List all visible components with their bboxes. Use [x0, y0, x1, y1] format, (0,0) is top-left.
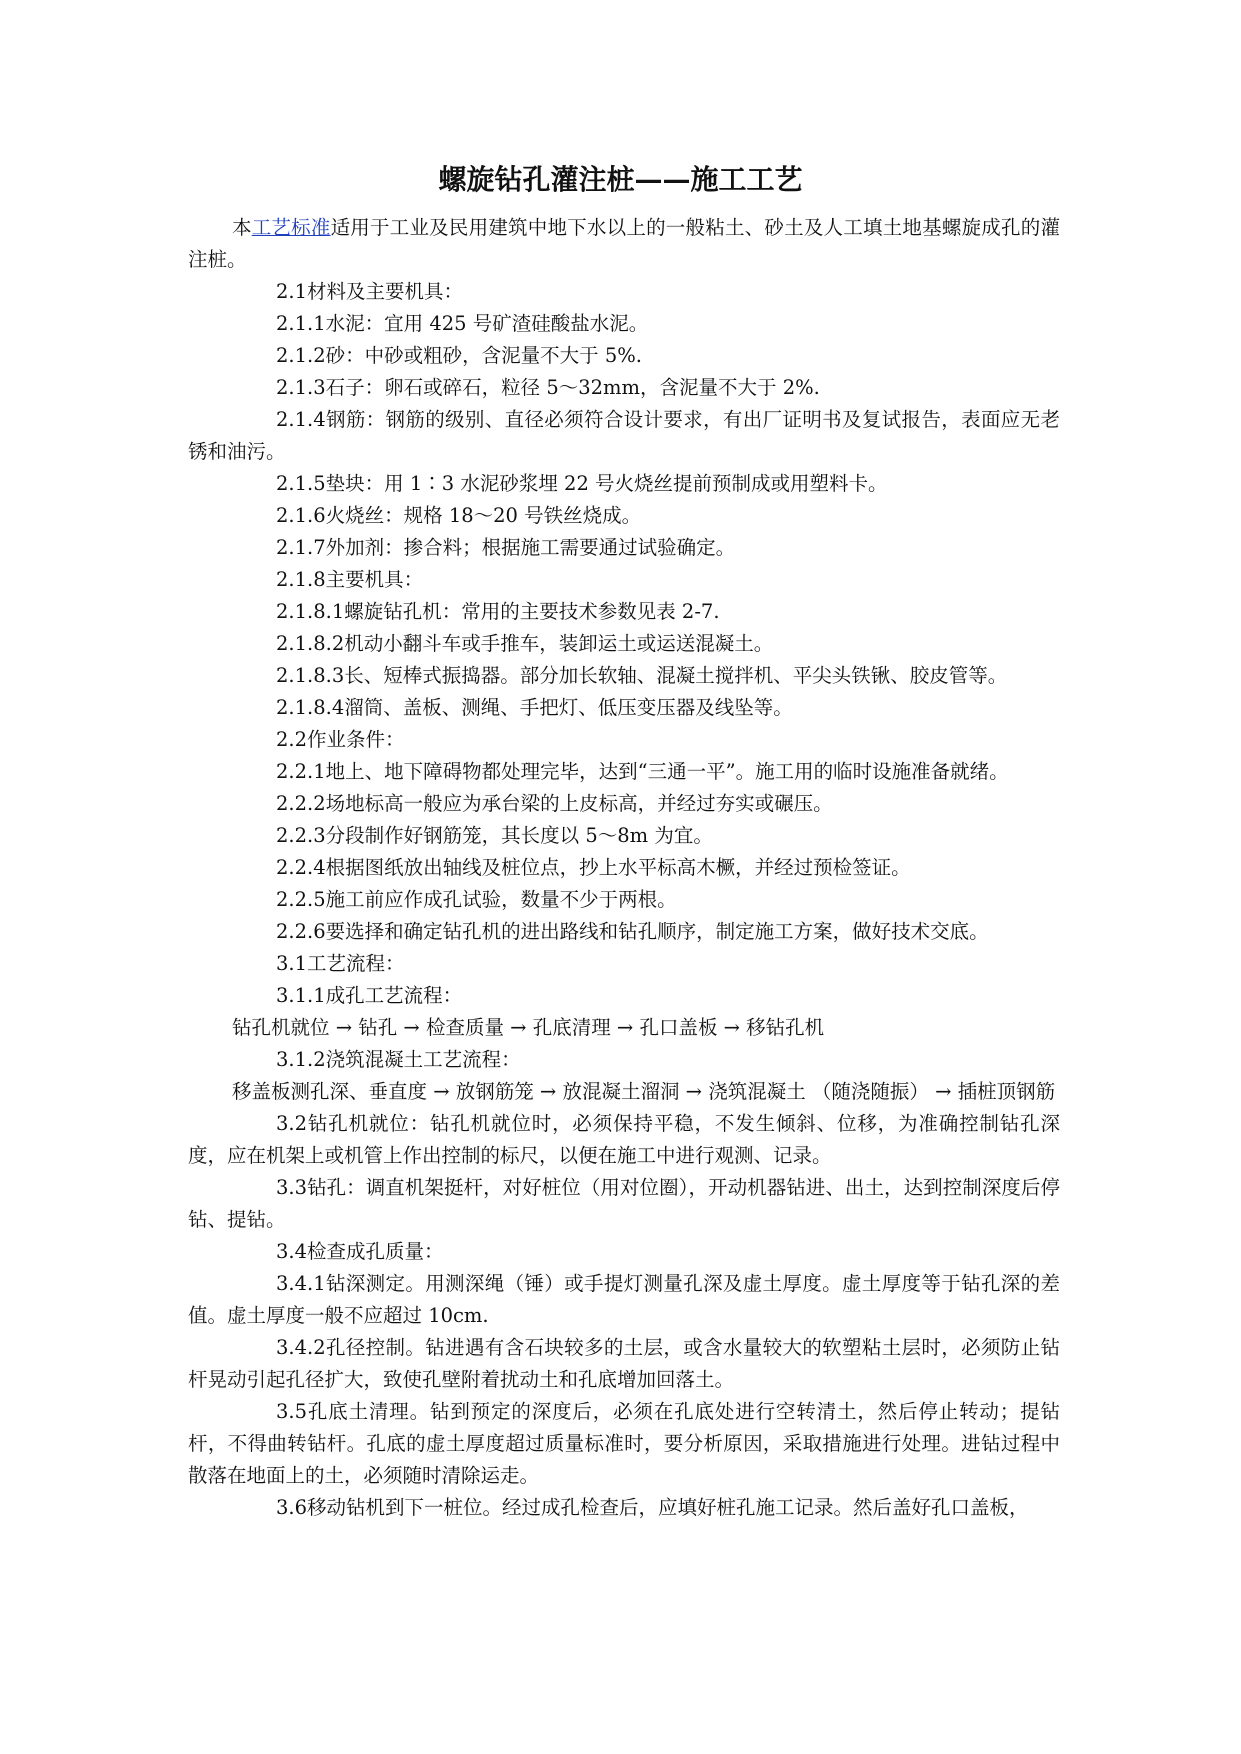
item-3-5: [188, 1396, 1060, 1492]
item-2-2-5: [188, 884, 1060, 916]
item-number: 3.2: [276, 1112, 308, 1135]
item-text: 钻深测定。用测深绳（锤）或手提灯测量孔深及虚土厚度。虚土厚度等于钻孔深的差值。虚土厚度一般不应超过 10cm.: [188, 1272, 1060, 1327]
item-number: 2.1.1: [276, 312, 326, 335]
item-text: 石子：卵石或碎石，粒径 5～32mm，含泥量不大于 2%.: [325, 376, 820, 399]
item-text: 钢筋：钢筋的级别、直径必须符合设计要求，有出厂证明书及复试报告，表面应无老锈和油污。: [188, 408, 1060, 463]
item-number: 2.1.5: [276, 472, 326, 495]
item-text: 溜筒、盖板、测绳、手把灯、低压变压器及线坠等。: [344, 696, 793, 719]
item-number: 3.4.2: [276, 1336, 326, 1359]
item-number: 2.2: [276, 728, 308, 751]
section-3-1: [188, 948, 1060, 980]
flow-text: 移盖板测孔深、垂直度 → 放钢筋笼 → 放混凝土溜洞 → 浇筑混凝土 （随浇随振） → 插桩顶钢筋: [232, 1080, 1056, 1103]
item-text: 螺旋钻孔机：常用的主要技术参数见表 2-7.: [344, 600, 720, 623]
item-2-1-8-3: [188, 660, 1060, 692]
item-text: 机动小翻斗车或手推车，装卸运土或运送混凝土。: [344, 632, 774, 655]
item-number: 2.2.4: [276, 856, 326, 879]
item-number: 3.1.2: [276, 1048, 326, 1071]
item-number: 2.2.2: [276, 792, 326, 815]
item-text: 材料及主要机具：: [307, 280, 464, 303]
document-body: [188, 212, 1060, 1524]
item-text: 工艺流程：: [307, 952, 405, 975]
item-text: 根据图纸放出轴线及桩位点，抄上水平标高木橛，并经过预检签证。: [325, 856, 911, 879]
standard-link[interactable]: 工艺标准: [251, 216, 331, 239]
intro-text: 适用于工业及民用建筑中地下水以上的一般粘土、砂土及人工填土地基螺旋成孔的灌注桩。: [188, 216, 1060, 271]
item-text: 移动钻机到下一桩位。经过成孔检查后，应填好桩孔施工记录。然后盖好孔口盖板，: [307, 1496, 1029, 1519]
flow-concrete-pouring: [188, 1076, 1060, 1108]
item-number: 2.1.8: [276, 568, 326, 591]
item-number: 2.2.3: [276, 824, 326, 847]
intro-paragraph: [188, 212, 1060, 276]
flow-hole-forming: [188, 1012, 1060, 1044]
item-number: 2.1.8.4: [276, 696, 345, 719]
item-text: 孔底土清理。钻到预定的深度后，必须在孔底处进行空转清土，然后停止转动；提钻杆，不得曲转钻杆。孔底的虚土厚度超过质量标准时，要分析原因，采取措施进行处理。进钻过程中散落在地面上的土，必须随时清除运走。: [188, 1400, 1060, 1487]
item-text: 火烧丝：规格 18～20 号铁丝烧成。: [325, 504, 642, 527]
item-text: 成孔工艺流程：: [325, 984, 463, 1007]
item-2-2-6: [188, 916, 1060, 948]
item-3-4-2: [188, 1332, 1060, 1396]
item-number: 2.1.8.1: [276, 600, 345, 623]
item-text: 要选择和确定钻孔机的进出路线和钻孔顺序，制定施工方案，做好技术交底。: [325, 920, 989, 943]
section-2-1: [188, 276, 1060, 308]
item-number: 3.4.1: [276, 1272, 326, 1295]
item-number: 2.1.2: [276, 344, 326, 367]
item-2-2-4: [188, 852, 1060, 884]
item-number: 3.1: [276, 952, 308, 975]
item-2-1-8-1: [188, 596, 1060, 628]
item-2-2-2: [188, 788, 1060, 820]
item-number: 2.1.3: [276, 376, 326, 399]
item-text: 施工前应作成孔试验，数量不少于两根。: [325, 888, 677, 911]
item-2-2-3: [188, 820, 1060, 852]
flow-text: 钻孔机就位 → 钻孔 → 检查质量 → 孔底清理 → 孔口盖板 → 移钻孔机: [232, 1016, 825, 1039]
item-text: 浇筑混凝土工艺流程：: [325, 1048, 521, 1071]
item-number: 3.5: [276, 1400, 308, 1423]
item-text: 垫块：用 1∶3 水泥砂浆埋 22 号火烧丝提前预制成或用塑料卡。: [325, 472, 888, 495]
item-3-6: [188, 1492, 1060, 1524]
item-text: 分段制作好钢筋笼，其长度以 5～8m 为宜。: [325, 824, 713, 847]
section-2-2: [188, 724, 1060, 756]
item-2-1-8-2: [188, 628, 1060, 660]
item-2-1-7: [188, 532, 1060, 564]
section-3-4: [188, 1236, 1060, 1268]
item-3-1-2: [188, 1044, 1060, 1076]
item-text: 地上、地下障碍物都处理完毕，达到“三通一平”。施工用的临时设施准备就绪。: [325, 760, 1009, 783]
item-text: 外加剂：掺合料；根据施工需要通过试验确定。: [325, 536, 736, 559]
item-3-1-1: [188, 980, 1060, 1012]
item-3-2: [188, 1108, 1060, 1172]
item-2-1-4: [188, 404, 1060, 468]
item-number: 2.2.6: [276, 920, 326, 943]
item-number: 2.1: [276, 280, 308, 303]
item-text: 砂：中砂或粗砂，含泥量不大于 5%.: [325, 344, 642, 367]
item-number: 2.1.7: [276, 536, 326, 559]
item-text: 钻孔：调直机架挺杆，对好桩位（用对位圈），开动机器钻进、出土，达到控制深度后停钻、提钻。: [188, 1176, 1060, 1231]
item-number: 3.1.1: [276, 984, 326, 1007]
item-text: 孔径控制。钻进遇有含石块较多的土层，或含水量较大的软塑粘土层时，必须防止钻杆晃动引起孔径扩大，致使孔壁附着扰动土和孔底增加回落土。: [188, 1336, 1060, 1391]
item-2-1-5: [188, 468, 1060, 500]
item-number: 2.2.1: [276, 760, 326, 783]
item-text: 钻孔机就位：钻孔机就位时，必须保持平稳，不发生倾斜、位移，为准确控制钻孔深度，应在机架上或机管上作出控制的标尺，以便在施工中进行观测、记录。: [188, 1112, 1060, 1167]
item-text: 主要机具：: [325, 568, 424, 591]
item-2-1-6: [188, 500, 1060, 532]
item-number: 2.1.8.2: [276, 632, 345, 655]
item-2-1-8: [188, 564, 1060, 596]
item-2-1-3: [188, 372, 1060, 404]
item-2-1-8-4: [188, 692, 1060, 724]
item-3-4-1: [188, 1268, 1060, 1332]
document-title: 螺旋钻孔灌注桩——施工工艺: [438, 163, 803, 196]
item-number: 2.2.5: [276, 888, 326, 911]
item-number: 3.3: [276, 1176, 308, 1199]
item-text: 场地标高一般应为承台梁的上皮标高，并经过夯实或碾压。: [325, 792, 833, 815]
item-text: 作业条件：: [307, 728, 405, 751]
item-2-1-2: [188, 340, 1060, 372]
item-2-1-1: [188, 308, 1060, 340]
item-3-3: [188, 1172, 1060, 1236]
item-number: 3.4: [276, 1240, 308, 1263]
item-number: 3.6: [276, 1496, 308, 1519]
item-number: 2.1.6: [276, 504, 326, 527]
intro-prefix: 本: [232, 216, 252, 239]
item-text: 水泥：宜用 425 号矿渣硅酸盐水泥。: [325, 312, 649, 335]
item-2-2-1: [188, 756, 1060, 788]
item-number: 2.1.8.3: [276, 664, 345, 687]
item-number: 2.1.4: [276, 408, 326, 431]
item-text: 检查成孔质量：: [307, 1240, 444, 1263]
item-text: 长、短棒式振捣器。部分加长软轴、混凝土搅拌机、平尖头铁锹、胶皮管等。: [344, 664, 1008, 687]
